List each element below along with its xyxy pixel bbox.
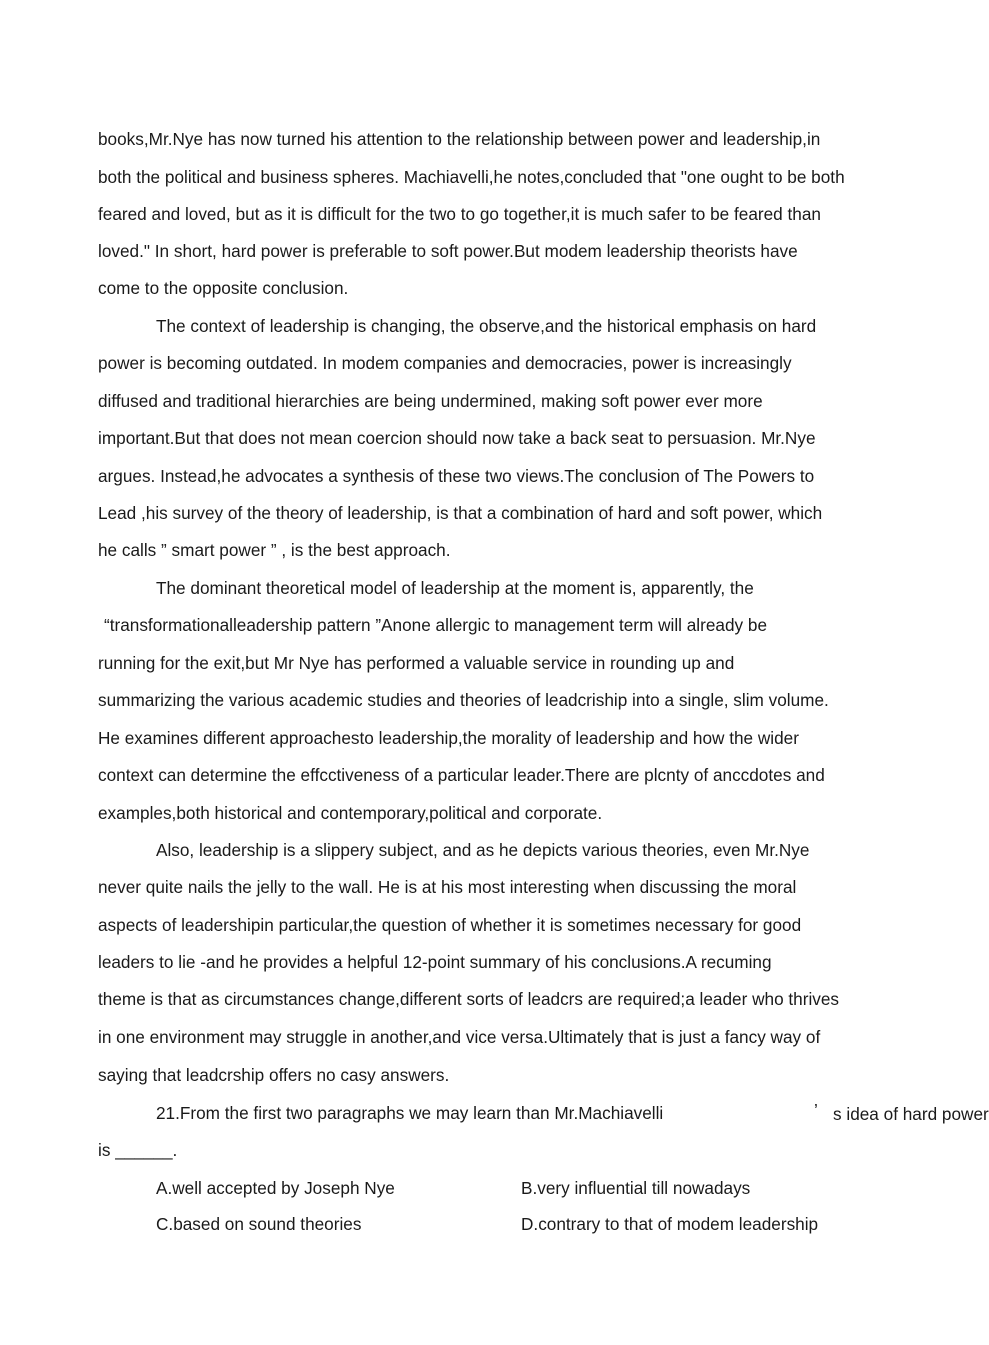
p2-line-2: power is becoming outdated. In modem companies and democracies, power is increasingly: [98, 353, 792, 373]
p1-line-2: both the political and business spheres. Machiavelli,he notes,concluded that "one ought to be both: [98, 167, 845, 187]
question-stem-start: 21.From the first two paragraphs we may learn than Mr.Machiavelli: [156, 1103, 664, 1123]
p4-line-6: in one environment may struggle in another,and vice versa.Ultimately that is just a fancy way of: [98, 1027, 821, 1047]
p1-line-1: books,Mr.Nye has now turned his attention to the relationship between power and leadership,in: [98, 129, 821, 149]
question-stem-end: s idea of hard power: [833, 1104, 989, 1124]
p4-line-5: theme is that as circumstances change,different sorts of leadcrs are required;a leader who thrives: [98, 989, 840, 1009]
p2-line-6: Lead ,his survey of the theory of leadership, is that a combination of hard and soft power, which: [98, 503, 823, 523]
p2-line-3: diffused and traditional hierarchies are being undermined, making soft power ever more: [98, 391, 763, 411]
p4-line-7: saying that leadcrship offers no casy answers.: [98, 1065, 450, 1085]
p2-line-1: The context of leadership is changing, the observe,and the historical emphasis on hard: [156, 316, 817, 336]
option-d: D.contrary to that of modem leadership: [521, 1214, 819, 1234]
p3-line-4: summarizing the various academic studies and theories of leadcriship into a single, slim volume.: [98, 690, 829, 710]
p2-line-7: he calls ” smart power ” , is the best approach.: [98, 540, 451, 560]
option-c: C.based on sound theories: [156, 1214, 362, 1234]
p3-line-6: context can determine the effcctiveness of a particular leader.There are plcnty of anccdotes and: [98, 765, 825, 785]
p3-line-2: “transformationalleadership pattern ”Anone allergic to management term will already be: [104, 615, 768, 635]
p4-line-3: aspects of leadershipin particular,the question of whether it is sometimes necessary for good: [98, 915, 802, 935]
p2-line-4: important.But that does not mean coercion should now take a back seat to persuasion. Mr.Nye: [98, 428, 816, 448]
p4-line-2: never quite nails the jelly to the wall. He is at his most interesting when discussing the moral: [98, 877, 797, 897]
p4-line-1: Also, leadership is a slippery subject, and as he depicts various theories, even Mr.Nye: [156, 840, 810, 860]
p4-line-4: leaders to lie -and he provides a helpful 12-point summary of his conclusions.A recuming: [98, 952, 772, 972]
p3-line-7: examples,both historical and contemporary,political and corporate.: [98, 803, 603, 823]
p3-line-1: The dominant theoretical model of leadership at the moment is, apparently, the: [156, 578, 754, 598]
p2-line-5: argues. Instead,he advocates a synthesis of these two views.The conclusion of The Powers to: [98, 466, 815, 486]
p1-line-5: come to the opposite conclusion.: [98, 278, 349, 298]
p1-line-3: feared and loved, but as it is difficult for the two to go together,it is much safer to be feared than: [98, 204, 821, 224]
question-stem-line2: is ______.: [98, 1140, 178, 1160]
p1-line-4: loved." In short, hard power is preferable to soft power.But modem leadership theorists have: [98, 241, 798, 261]
option-a: A.well accepted by Joseph Nye: [156, 1178, 395, 1198]
p3-line-3: running for the exit,but Mr Nye has performed a valuable service in rounding up and: [98, 653, 735, 673]
question-stem-apostrophe: ’: [814, 1100, 818, 1120]
p3-line-5: He examines different approachesto leadership,the morality of leadership and how the wider: [98, 728, 799, 748]
option-b: B.very influential till nowadays: [521, 1178, 751, 1198]
